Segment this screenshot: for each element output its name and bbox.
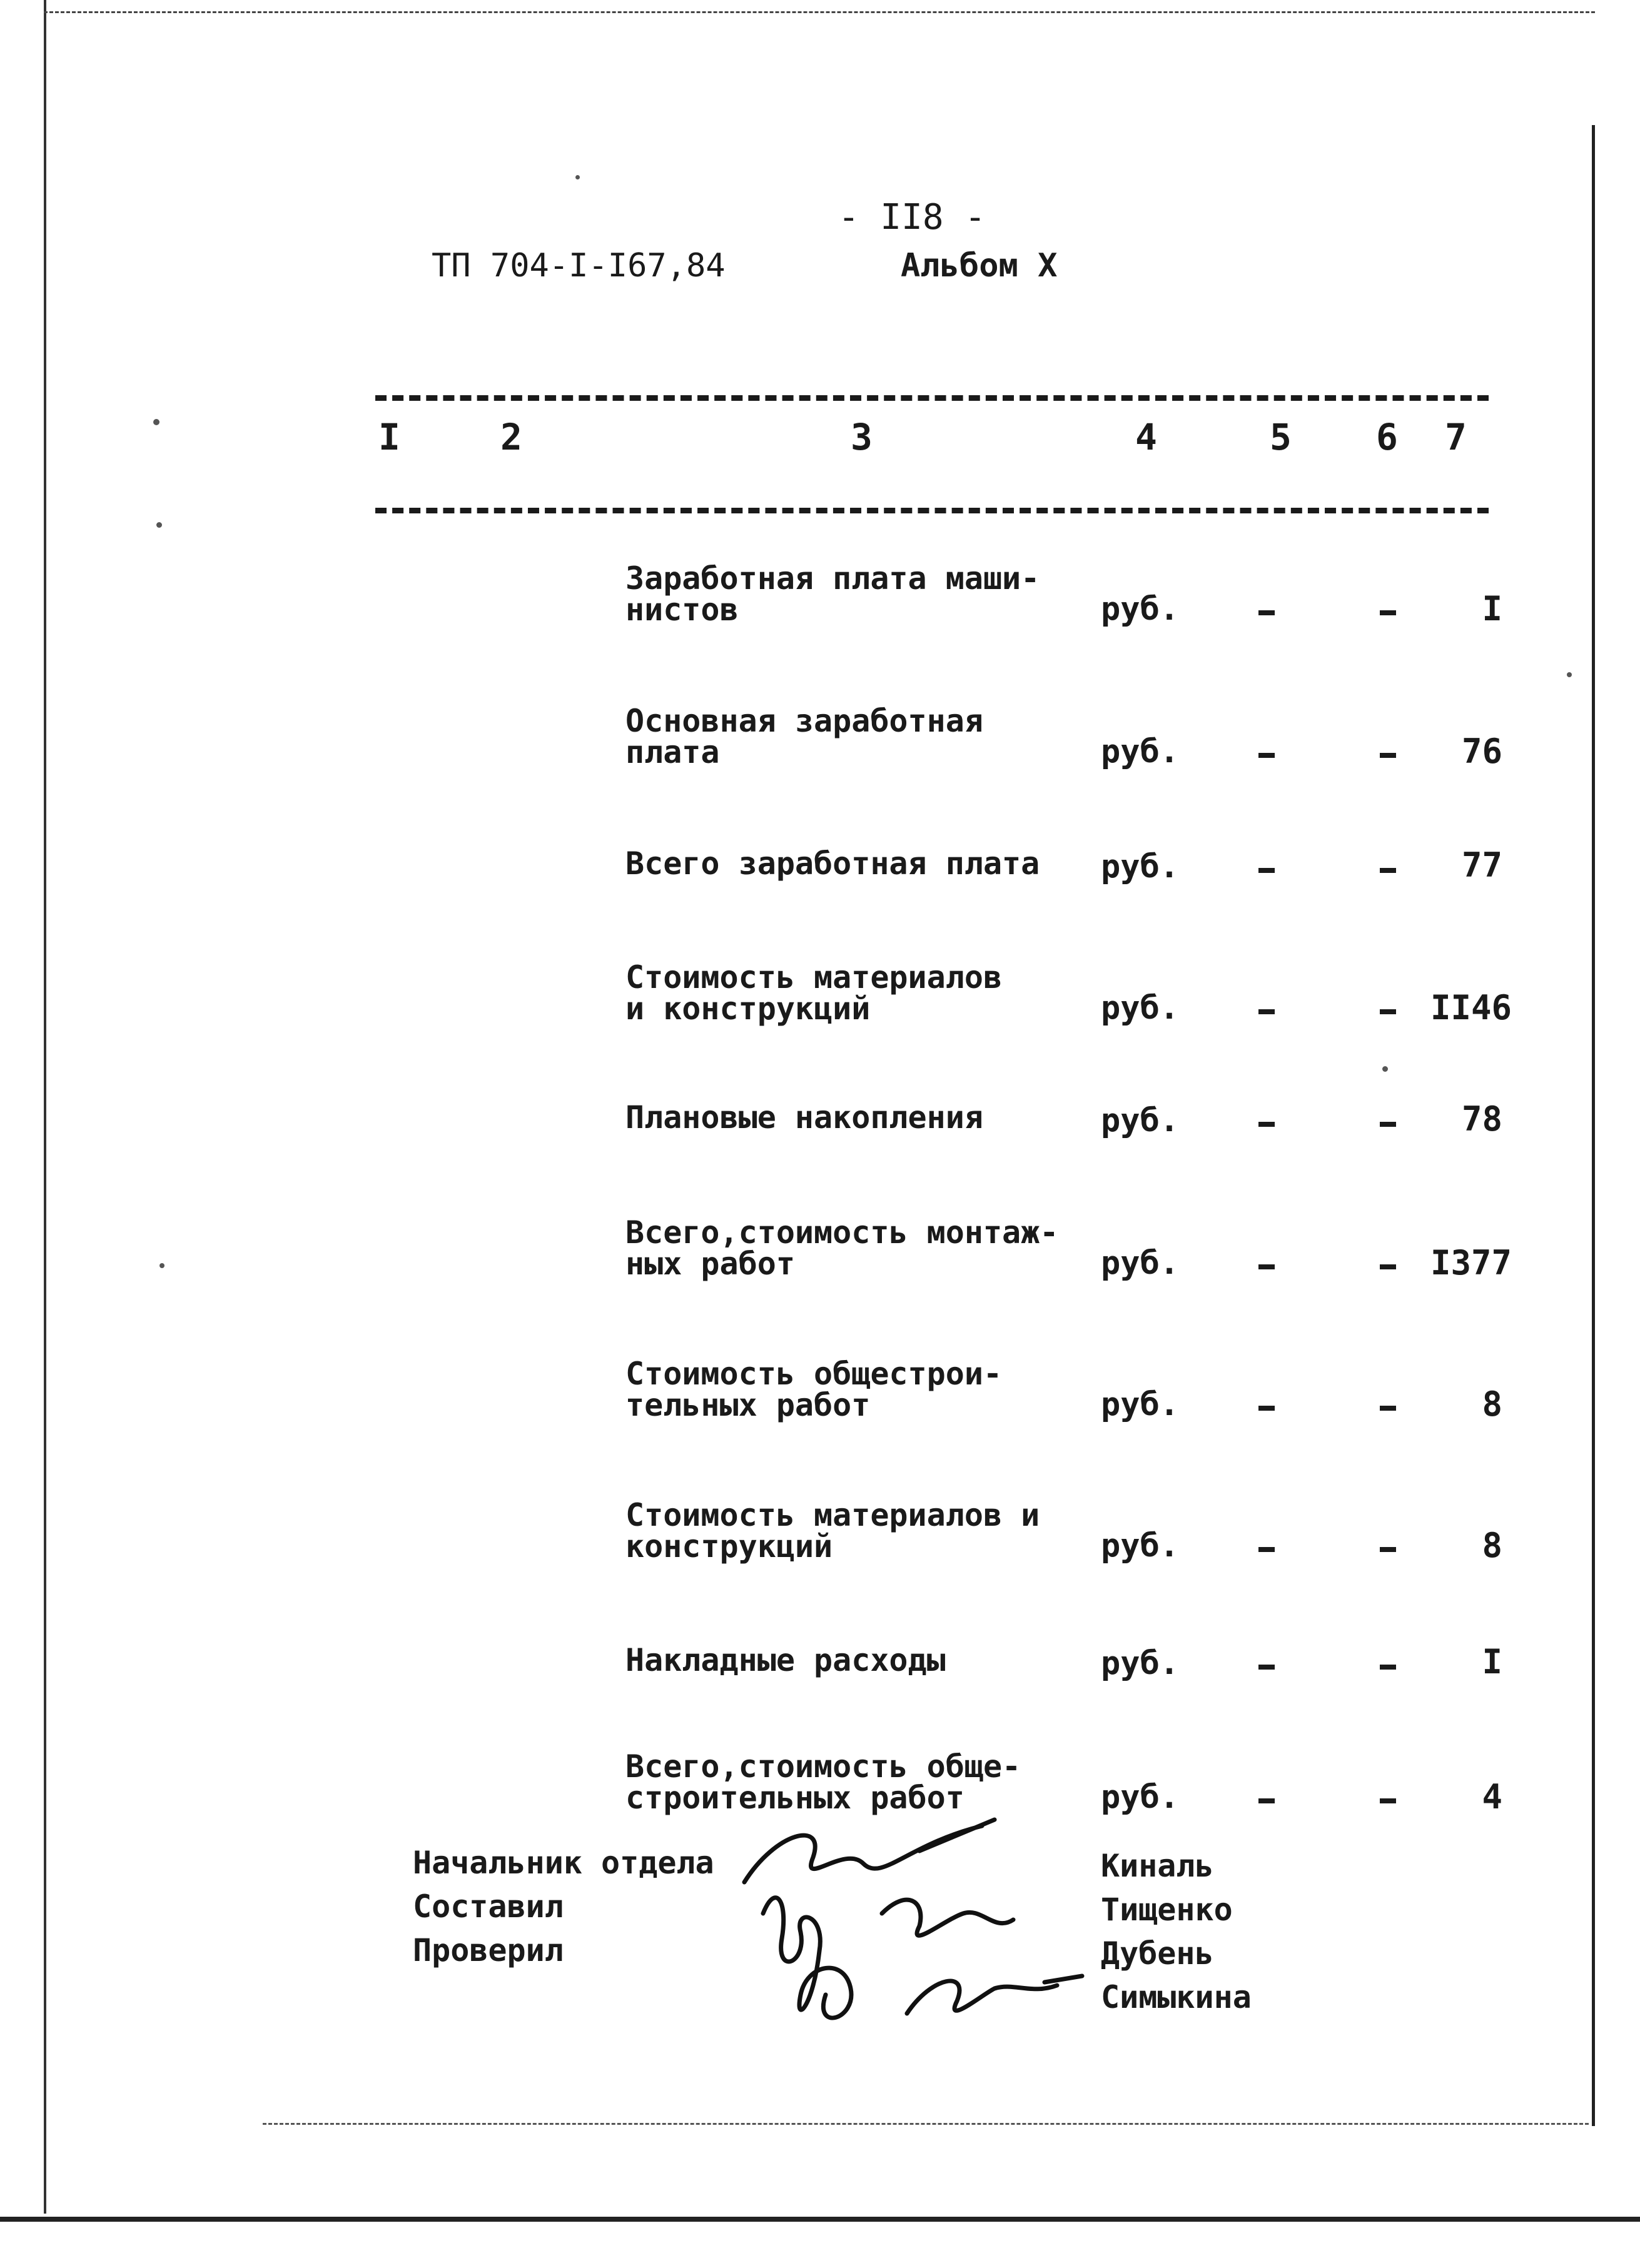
row-description: Стоимость общестрои- тельных работ xyxy=(625,1356,1003,1423)
row-description: Плановые накопления xyxy=(625,1099,983,1136)
row-unit: руб. xyxy=(1101,1386,1180,1423)
row-description: Стоимость материалов и конструкций xyxy=(625,959,1003,1027)
column-header-3: 3 xyxy=(851,416,873,458)
row-value: 8 xyxy=(1482,1384,1502,1424)
row-col5-dash xyxy=(1258,1264,1275,1269)
row-unit: руб. xyxy=(1101,1244,1180,1282)
handwritten-signatures xyxy=(719,1807,1095,2057)
row-col5-dash xyxy=(1258,1798,1275,1803)
row-description: Всего,стоимость обще- строительных работ xyxy=(625,1748,1021,1816)
row-unit: руб. xyxy=(1101,848,1180,885)
table-row xyxy=(0,845,1640,923)
row-col6-dash xyxy=(1380,1264,1396,1269)
row-col6-dash xyxy=(1380,1798,1396,1803)
row-unit: руб. xyxy=(1101,1527,1180,1565)
top-edge-line xyxy=(44,11,1595,13)
table-header-rule xyxy=(375,508,1489,513)
row-unit: руб. xyxy=(1101,989,1180,1027)
scan-speck xyxy=(156,522,162,528)
table-row xyxy=(0,1642,1640,1720)
table-row xyxy=(0,1099,1640,1177)
row-value: 78 xyxy=(1461,1099,1502,1139)
scan-speck xyxy=(153,419,159,425)
scan-speck xyxy=(159,1263,165,1268)
row-col5-dash xyxy=(1258,753,1275,758)
row-col6-dash xyxy=(1380,1122,1396,1127)
table-row xyxy=(0,959,1640,1037)
scan-speck xyxy=(1382,1066,1388,1072)
row-col5-dash xyxy=(1258,1009,1275,1014)
row-col5-dash xyxy=(1258,1665,1275,1670)
row-value: I xyxy=(1482,1642,1502,1681)
column-header-1: I xyxy=(378,416,400,458)
signature-name-3: Дубень xyxy=(1101,1935,1214,1972)
row-value: 77 xyxy=(1461,845,1502,885)
row-unit: руб. xyxy=(1101,733,1180,770)
album-label: Альбом X xyxy=(901,247,1058,285)
scan-speck xyxy=(1567,672,1572,677)
column-header-2: 2 xyxy=(500,416,522,458)
signature-role-head: Начальник отдела xyxy=(413,1845,714,1881)
page-number: - II8 - xyxy=(838,197,986,238)
bottom-dashed-line xyxy=(263,2123,1589,2125)
signature-name-2: Тищенко xyxy=(1101,1892,1233,1928)
row-unit: руб. xyxy=(1101,1645,1180,1682)
column-header-4: 4 xyxy=(1135,416,1157,458)
row-value: 4 xyxy=(1482,1777,1502,1817)
row-unit: руб. xyxy=(1101,590,1180,628)
row-col6-dash xyxy=(1380,610,1396,615)
row-col5-dash xyxy=(1258,868,1275,873)
row-col6-dash xyxy=(1380,1406,1396,1411)
row-value: I xyxy=(1482,589,1502,628)
row-value: 8 xyxy=(1482,1526,1502,1565)
scan-speck xyxy=(575,175,580,179)
row-value: I377 xyxy=(1430,1243,1512,1283)
row-col5-dash xyxy=(1258,1122,1275,1127)
column-header-6: 6 xyxy=(1376,416,1398,458)
row-col6-dash xyxy=(1380,753,1396,758)
table-row xyxy=(0,560,1640,638)
column-header-5: 5 xyxy=(1270,416,1292,458)
row-value: 76 xyxy=(1461,732,1502,771)
signature-role-compiled: Составил xyxy=(413,1888,564,1925)
row-col6-dash xyxy=(1380,1665,1396,1670)
table-row xyxy=(0,1358,1640,1433)
column-header-7: 7 xyxy=(1445,416,1467,458)
row-unit: руб. xyxy=(1101,1778,1180,1816)
bottom-edge-line xyxy=(0,2217,1640,2222)
signature-name-1: Киналь xyxy=(1101,1848,1214,1884)
row-value: II46 xyxy=(1430,988,1512,1027)
row-description: Всего заработная плата xyxy=(625,845,1040,882)
row-description: Стоимость материалов и конструкций xyxy=(625,1497,1040,1565)
table-row xyxy=(0,1499,1640,1575)
row-description: Заработная плата маши- нистов xyxy=(625,560,1040,628)
row-col5-dash xyxy=(1258,1547,1275,1552)
table-row xyxy=(0,1214,1640,1292)
row-description: Всего,стоимость монтаж- ных работ xyxy=(625,1214,1059,1282)
row-col6-dash xyxy=(1380,1547,1396,1552)
row-unit: руб. xyxy=(1101,1102,1180,1139)
row-col5-dash xyxy=(1258,610,1275,615)
row-description: Накладные расходы xyxy=(625,1642,946,1678)
row-description: Основная заработная плата xyxy=(625,703,983,770)
table-row xyxy=(0,705,1640,780)
document-code: ТП 704-I-I67,84 xyxy=(432,247,726,285)
row-col6-dash xyxy=(1380,1009,1396,1014)
table-top-rule xyxy=(375,395,1489,401)
row-col6-dash xyxy=(1380,868,1396,873)
row-col5-dash xyxy=(1258,1406,1275,1411)
signature-role-checked: Проверил xyxy=(413,1932,564,1968)
signature-name-4: Симыкина xyxy=(1101,1979,1252,2015)
